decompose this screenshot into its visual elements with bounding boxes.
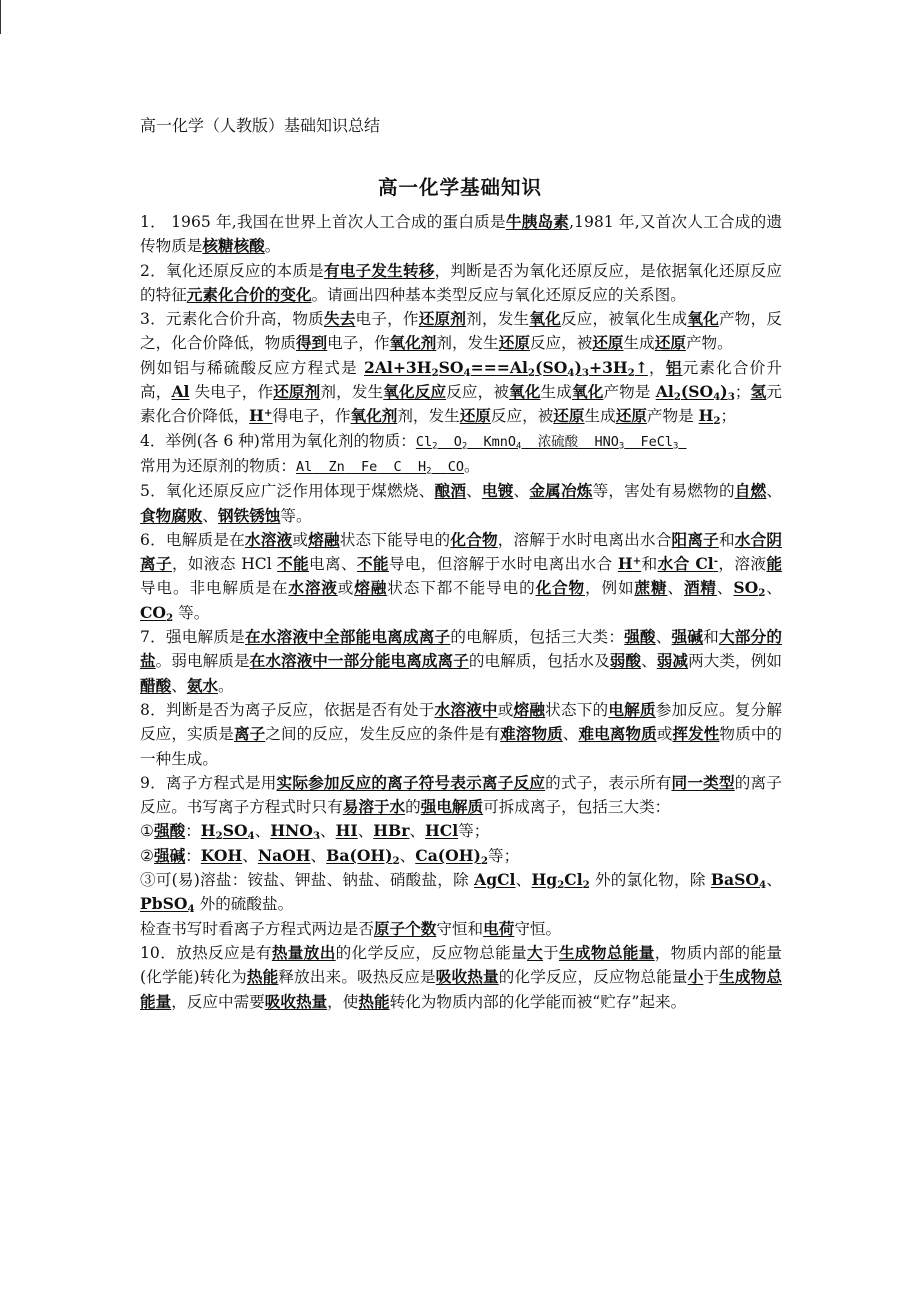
text-run: 等，害处有易燃物的 <box>592 482 735 501</box>
text-run: +3H <box>589 357 628 377</box>
paragraph-3-example <box>140 356 782 429</box>
key-term: 强碱 <box>671 627 704 647</box>
key-term <box>415 846 488 865</box>
text-run: 反应，被 <box>490 407 554 426</box>
key-term <box>618 554 641 573</box>
text-run: 和 <box>718 530 735 549</box>
key-term: 电解质 <box>608 699 656 719</box>
text-run: 4．举例(各 6 种)常用为氧化剂的物质： <box>140 431 416 450</box>
key-term: 还原 <box>498 333 530 353</box>
key-term: 电荷 <box>483 918 515 938</box>
text-run: 。弱电解质是 <box>155 652 250 671</box>
key-term: HBr <box>373 821 410 841</box>
text-run: 的式子，表示所有 <box>545 773 672 792</box>
key-term: 食物腐败 <box>140 505 203 525</box>
key-term: 还原剂 <box>273 382 321 402</box>
text-run: 例如铝与稀硫酸反应方程式是 <box>140 358 364 377</box>
key-term <box>140 894 195 916</box>
text-run: 2 <box>557 879 565 892</box>
key-term: 金属冶炼 <box>529 481 593 501</box>
text-run: 4 <box>463 366 471 379</box>
text-run: 水合 Cl <box>657 554 714 574</box>
text-run: ，使 <box>327 992 359 1011</box>
key-term: 电镀 <box>481 481 514 501</box>
key-term: 热量放出 <box>271 942 336 962</box>
text-run: 。请画出四种基本类型反应与氧化还原反应的关系图。 <box>311 285 686 304</box>
text-run: 、 <box>242 846 258 865</box>
key-term <box>733 578 766 600</box>
text-run: ② <box>140 846 154 865</box>
soluble-salt-line <box>140 868 782 917</box>
key-term <box>710 870 767 892</box>
key-term: 得到 <box>295 333 328 353</box>
key-term: 熔融 <box>354 578 388 598</box>
key-term: 失去 <box>323 309 356 329</box>
text-run: Al <box>655 382 674 402</box>
key-term: KOH <box>200 845 243 865</box>
key-term: 能 <box>766 554 782 574</box>
key-term: 水溶液中 <box>434 699 498 719</box>
text-run: 可拆成离子，包括三大类： <box>483 798 671 817</box>
text-run: H <box>698 406 714 426</box>
text-run: ，溶液 <box>718 555 767 574</box>
key-term: 弱酸 <box>609 651 642 671</box>
text-run: 或 <box>497 700 514 719</box>
text-run: + <box>632 555 642 568</box>
page-edge <box>0 0 1 34</box>
key-term: 还原 <box>592 333 624 353</box>
key-term: 氧化 <box>529 309 561 329</box>
key-term: 弱减 <box>656 651 689 671</box>
text-run: ===Al <box>470 357 528 377</box>
text-run: 6．电解质是在 <box>140 530 245 549</box>
text-run: 9．离子方程式是用 <box>140 773 277 792</box>
text-run: 或 <box>656 725 673 744</box>
text-run: Ca(OH) <box>415 845 481 865</box>
key-term: 酒精 <box>683 578 717 598</box>
text-run: 等。 <box>280 506 312 525</box>
key-term: 化合物 <box>450 529 498 549</box>
text-run: 、 <box>766 482 782 501</box>
key-term: 氢 <box>750 382 767 402</box>
text-run: 守恒和 <box>436 919 484 938</box>
paragraph-5 <box>140 479 782 528</box>
key-term: 熔融 <box>308 529 340 549</box>
text-run: 元素化合价升高， <box>140 358 782 402</box>
text-run: 4 <box>713 391 721 404</box>
text-run: 生成 <box>540 383 572 402</box>
key-term: 大 <box>527 942 544 962</box>
text-run: 于 <box>543 943 559 962</box>
text-run: ，例如 <box>585 579 635 598</box>
text-run: Fe <box>361 458 378 475</box>
key-term: HI <box>335 821 358 841</box>
key-term: 大部分的盐 <box>140 627 782 671</box>
text-run: 。 <box>264 237 281 256</box>
text-run: 外的硫酸盐。 <box>194 895 294 914</box>
key-term: 牛胰岛素 <box>505 212 570 231</box>
key-term: 氨水 <box>186 675 219 695</box>
key-term: 易溶于水 <box>342 797 406 817</box>
text-run: 。 <box>218 676 234 695</box>
text-run: 4 <box>187 903 195 916</box>
text-run: 3 <box>581 366 589 379</box>
text-run: ① <box>140 822 154 841</box>
text-run: 剂，发生 <box>397 407 460 426</box>
text-run: 于 <box>703 968 720 987</box>
text-run: H <box>617 554 633 574</box>
key-term: 还原剂 <box>418 309 467 329</box>
text-run: 转化为物质内部的化学能而被“贮存”起来。 <box>389 992 687 1011</box>
key-term: 还原 <box>553 406 585 426</box>
text-run: SO <box>733 578 759 598</box>
key-term: 水合阴离子 <box>140 529 782 574</box>
check-line <box>140 917 782 941</box>
text-run: 剂，发生 <box>436 334 499 353</box>
text-run: 3 <box>673 441 679 452</box>
text-run: SO <box>222 821 248 841</box>
text-run: 、 <box>171 676 187 695</box>
text-run: 的化学反应，反应物总能量 <box>498 968 688 987</box>
text-run: ， <box>647 358 666 377</box>
key-term: 难电离物质 <box>578 724 657 744</box>
text-run: 2 <box>582 879 590 892</box>
paragraph-3 <box>140 307 782 356</box>
text-run: 的 <box>405 798 421 817</box>
key-term: 离子 <box>233 724 266 744</box>
text-run: 等； <box>488 846 520 865</box>
reducer-list <box>296 459 464 475</box>
text-run: Zn <box>328 458 345 475</box>
text-run: ) <box>574 357 582 377</box>
text-run: 、 <box>466 482 482 501</box>
text-run: 电子，作 <box>327 334 390 353</box>
text-run: 。 <box>464 456 480 475</box>
key-term: 实际参加反应的离子符号表示离子反应 <box>276 772 546 792</box>
text-run: 元素化合价降低， <box>140 383 782 426</box>
text-run: 、 <box>409 822 426 841</box>
text-run: 参加反应。复分解反应，实质是 <box>140 700 782 744</box>
text-run: 2 <box>215 830 223 843</box>
key-term: 强碱 <box>153 845 186 865</box>
text-run: KmnO <box>483 433 517 450</box>
text-run: 生成 <box>623 334 655 353</box>
text-run: 常用为还原剂的物质： <box>140 456 296 475</box>
text-run: ： <box>185 846 201 865</box>
key-term: 强酸 <box>624 627 656 647</box>
key-term: 在水溶液中一部分能电离成离子 <box>249 651 469 671</box>
text-run: 释放出来。吸热反应是 <box>278 968 436 987</box>
text-run: C <box>393 458 402 475</box>
key-term: 氧化剂 <box>389 333 437 353</box>
text-run: 之间的反应，发生反应的条件是有 <box>265 725 501 744</box>
text-run: 8．判断是否为离子反应，依据是否有处于 <box>140 700 435 719</box>
key-term <box>531 870 590 892</box>
text-run: 和 <box>641 555 658 574</box>
text-run: O <box>453 433 462 450</box>
paragraph-10 <box>140 941 782 1014</box>
text-run: 2 <box>627 366 635 379</box>
text-run: 2 <box>480 854 489 867</box>
text-run: 电子，作 <box>355 310 419 329</box>
text-run: 3 <box>312 830 321 843</box>
text-run: 、 <box>641 652 657 671</box>
text-run: 剂，发生 <box>466 310 530 329</box>
paragraph-2 <box>140 259 782 308</box>
text-run: (SO <box>535 357 568 377</box>
text-run: 状态下都不能导电的 <box>387 579 536 598</box>
text-run: 2 <box>431 366 439 379</box>
text-run: Cl <box>415 433 433 450</box>
text-run: 、 <box>357 822 374 841</box>
text-run: HNO <box>594 433 619 450</box>
text-run: + <box>263 407 273 420</box>
text-run: 、 <box>310 846 327 865</box>
text-run: 的离子反应。书写离子方程式时只有 <box>140 773 782 817</box>
text-run: 产物，反之，化合价降低，物质 <box>140 310 782 353</box>
equation <box>364 358 648 377</box>
text-run: H <box>417 458 427 475</box>
text-run: 等； <box>458 822 490 841</box>
key-term: 醋酸 <box>140 675 172 695</box>
text-run: 、 <box>716 579 734 598</box>
text-run: 1． 1965 年,我国在世界上首次人工合成的蛋白质是 <box>140 213 506 231</box>
text-run: 2 <box>461 441 468 452</box>
text-run: 、 <box>515 871 532 890</box>
text-run: 产物是 <box>646 407 699 426</box>
text-run: 产物是 <box>603 383 656 402</box>
key-term: 小 <box>687 967 704 987</box>
text-run: Hg <box>531 870 558 890</box>
text-run: 或 <box>292 530 309 549</box>
text-run: 的化学反应，反应物总能量 <box>335 943 528 962</box>
key-term: 氧化 <box>509 382 541 402</box>
key-term: 吸收热量 <box>264 991 328 1011</box>
text-run: 、 <box>562 725 579 744</box>
text-run: 5．氧化还原反应广泛作用体现于煤燃烧、 <box>140 482 435 501</box>
text-run: 4 <box>567 366 575 379</box>
key-term: 氧化反应 <box>383 382 447 402</box>
text-run: 状态下能导电的 <box>339 530 451 549</box>
text-run: BaSO <box>710 870 760 890</box>
text-run: 物质中的一种生成。 <box>140 725 782 768</box>
key-term: 挥发性 <box>672 724 720 744</box>
text-run: 状态下的 <box>545 700 609 719</box>
text-run: 反应，被 <box>446 383 510 402</box>
text-run: 外的氯化物，除 <box>589 871 711 890</box>
key-term: 原子个数 <box>373 918 437 938</box>
text-run: Cl <box>564 870 583 890</box>
text-run: 、 <box>513 482 530 501</box>
text-run: 3 <box>727 391 735 404</box>
key-term: 生成物总能量 <box>558 942 655 962</box>
text-run: 、 <box>399 846 416 865</box>
key-term: 还原 <box>459 406 491 426</box>
key-term <box>200 821 255 843</box>
text-run: 、 <box>655 628 672 647</box>
key-term <box>140 603 173 622</box>
paragraph-8 <box>140 698 782 771</box>
text-run: 的电解质，包括水及 <box>468 652 610 671</box>
paragraph-4 <box>140 429 782 480</box>
key-term: 水溶液 <box>288 578 338 598</box>
text-run: H <box>200 821 216 841</box>
text-run: 7．强电解质是 <box>140 628 245 647</box>
text-run: 失电子，作 <box>189 383 274 402</box>
text-run: CO <box>140 602 166 622</box>
text-run: ，反应中需要 <box>171 992 265 1011</box>
document-header: 高一化学（人教版）基础知识总结 <box>140 116 381 135</box>
text-run: 的电解质，包括三大类： <box>450 628 625 647</box>
text-run: Ba(OH) <box>326 845 393 865</box>
text-run: 等。 <box>173 603 210 622</box>
key-term: 氧化 <box>687 309 719 329</box>
key-term: 水溶液 <box>244 529 293 549</box>
key-term: 氧化 <box>572 382 604 402</box>
key-term <box>326 846 400 865</box>
key-term: HCl <box>425 821 459 841</box>
text-run: H <box>249 406 264 426</box>
text-run: ； <box>720 407 737 426</box>
text-run: 3．元素化合价升高，物质 <box>140 310 324 329</box>
key-term: 氧化剂 <box>350 406 398 426</box>
text-run: 10．放热反应是有 <box>140 943 272 962</box>
text-run: 浓硫酸 <box>537 433 579 450</box>
key-term: 生成物总能量 <box>140 967 782 1011</box>
page-title: 高一化学基础知识 <box>377 176 542 199</box>
key-term: 强电解质 <box>420 797 484 817</box>
paragraph-9 <box>140 771 782 820</box>
key-term: 钢铁锈蚀 <box>218 505 281 525</box>
text-run: 、 <box>254 822 271 841</box>
key-term: 不能 <box>356 554 389 574</box>
text-run: 得电子，作 <box>272 407 351 426</box>
text-run: 2 <box>527 366 536 379</box>
key-term: 化合物 <box>535 578 586 598</box>
key-term: 有电子发生转移 <box>323 260 435 280</box>
text-run: 电离、 <box>309 555 357 574</box>
text-run: 导电，但溶解于水时电离出水合 <box>388 555 618 574</box>
text-run: 导电。非电解质是在 <box>140 579 289 598</box>
text-run: 2 <box>758 587 766 600</box>
paragraph-7 <box>140 625 782 698</box>
key-term: 同一类型 <box>671 772 735 792</box>
text-run: 、 <box>320 822 336 841</box>
text-run: ，物质内部的能量(化学能)转化为 <box>140 943 782 987</box>
text-run: 和 <box>703 628 719 647</box>
text-run: Al <box>295 458 313 475</box>
text-run: 生成 <box>584 407 616 426</box>
text-run: 2Al+3H <box>363 357 432 377</box>
key-term: 不能 <box>277 554 310 574</box>
text-run: ③可(易)溶盐：铵盐、钾盐、钠盐、硝酸盐，除 <box>140 871 475 890</box>
key-term: 阳离子 <box>671 529 719 549</box>
text-run: ↑ <box>634 357 648 377</box>
text-run: 两大类，例如 <box>688 652 782 671</box>
text-run: 或 <box>337 579 355 598</box>
text-run: 检查书写时看离子方程式两边是否 <box>140 919 374 938</box>
text-run: 4 <box>759 879 767 892</box>
text-run: ) <box>720 382 728 402</box>
text-run: ： <box>185 822 201 841</box>
strong-acid-line <box>140 819 782 843</box>
strong-base-line <box>140 844 782 868</box>
key-term: 核糖核酸 <box>202 236 265 256</box>
text-run: ，判断是否为氧化还原反应，是依据氧化还原反应的特征 <box>140 261 782 304</box>
text-run: 2 <box>673 391 681 404</box>
document-body <box>140 210 782 1014</box>
text-run: 产物。 <box>685 334 733 353</box>
text-run: 反应，被 <box>529 334 593 353</box>
text-run: (SO <box>680 382 714 402</box>
text-run: 2 <box>713 415 721 428</box>
key-term <box>655 382 735 404</box>
text-run: 2．氧化还原反应的本质是 <box>140 261 324 280</box>
text-run: 、 <box>766 871 782 890</box>
text-run: 剂，发生 <box>320 383 384 402</box>
oxidizer-list <box>416 434 687 450</box>
key-term: 强酸 <box>153 821 186 841</box>
text-run: SO <box>438 357 464 377</box>
key-term: 铝 <box>665 357 683 377</box>
key-term: 难溶物质 <box>500 724 563 744</box>
key-term: 在水溶液中全部能电离成离子 <box>244 627 451 647</box>
text-run: 、 <box>667 579 684 598</box>
paragraph-6 <box>140 528 782 625</box>
key-term: 热能 <box>246 967 279 987</box>
key-term: NaOH <box>257 845 311 865</box>
text-run: 2 <box>166 611 174 624</box>
text-run: FeCl <box>640 433 673 450</box>
key-term: 自燃 <box>734 481 767 501</box>
text-run: 反应，被氧化生成 <box>560 310 688 329</box>
key-term: 还原 <box>615 406 647 426</box>
key-term: 还原 <box>654 333 686 353</box>
key-term: 蔗糖 <box>634 578 668 598</box>
text-run: ，溶解于水时电离出水合 <box>497 530 672 549</box>
key-term <box>249 406 272 425</box>
text-run: HNO <box>270 821 313 841</box>
text-run: 2 <box>392 854 400 867</box>
key-term: 元素化合价的变化 <box>186 284 312 304</box>
text-run: CO <box>447 458 464 475</box>
key-term: 酿酒 <box>434 481 467 501</box>
key-term: AgCl <box>474 870 516 890</box>
key-term: 热能 <box>358 991 390 1011</box>
text-run: 4 <box>247 830 255 843</box>
text-run: - <box>713 555 719 568</box>
key-term: 熔融 <box>513 699 546 719</box>
text-run: 2 <box>432 441 438 452</box>
paragraph-1 <box>140 210 782 259</box>
text-run: 守恒。 <box>514 919 562 938</box>
key-term <box>698 406 721 428</box>
text-run: ，如液态 HCl <box>171 555 278 574</box>
text-run: 3 <box>618 441 625 452</box>
key-term: 吸收热量 <box>435 967 499 987</box>
text-run: 、 <box>765 579 782 598</box>
text-run: ,1981 年,又首次人工合成的遗传物质是 <box>140 213 782 256</box>
text-run: 2 <box>426 466 432 477</box>
key-term <box>658 554 718 573</box>
text-run: PbSO <box>140 894 188 914</box>
text-run: ； <box>734 383 751 402</box>
text-run: 、 <box>202 506 218 525</box>
text-run: 4 <box>516 441 522 452</box>
key-term: Al <box>171 382 190 402</box>
key-term <box>270 821 321 843</box>
